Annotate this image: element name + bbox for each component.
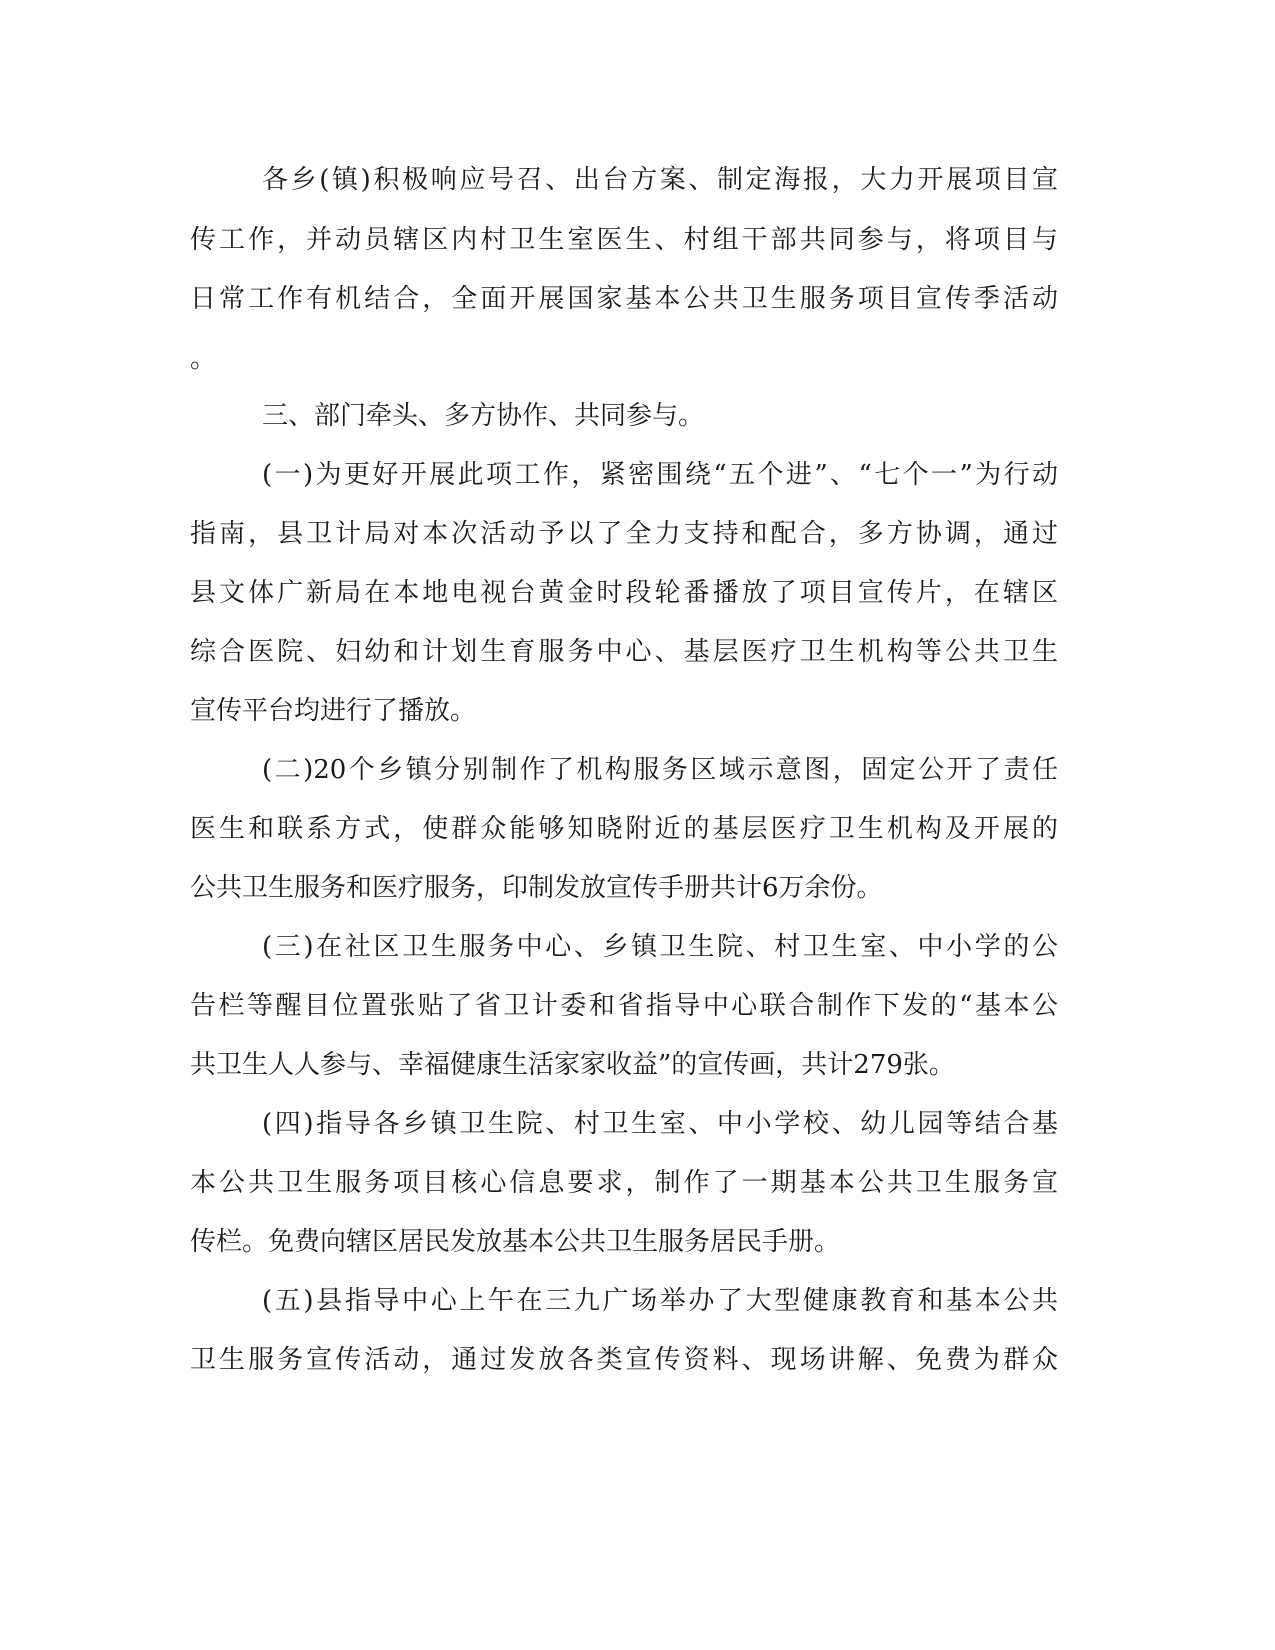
text-line: (四)指导各乡镇卫生院、村卫生室、中小学校、幼儿园等结合基 (262, 1109, 1058, 1139)
text-line: 各乡(镇)积极响应号召、出台方案、制定海报，大力开展项目宣 (262, 165, 1058, 195)
text-line: 卫生服务宣传活动，通过发放各类宣传资料、现场讲解、免费为群众 (190, 1345, 1058, 1375)
text-line: 医生和联系方式，使群众能够知晓附近的基层医疗卫生机构及开展的 (190, 814, 1058, 844)
text-line: 日常工作有机结合，全面开展国家基本公共卫生服务项目宣传季活动 (190, 284, 1058, 314)
text-line: (一)为更好开展此项工作，紧密围绕“五个进”、“七个一”为行动 (262, 460, 1058, 490)
text-line: 宣传平台均进行了播放。 (190, 696, 477, 726)
text-line: 县文体广新局在本地电视台黄金时段轮番播放了项目宣传片，在辖区 (190, 578, 1058, 608)
text-line: 共卫生人人参与、幸福健康生活家家收益”的宣传画，共计279张。 (190, 1050, 955, 1080)
text-line: 指南，县卫计局对本次活动予以了全力支持和配合，多方协调，通过 (190, 519, 1058, 549)
text-line: 告栏等醒目位置张贴了省卫计委和省指导中心联合制作下发的“基本公 (190, 991, 1058, 1021)
text-line: 。 (190, 344, 217, 374)
text-line: 综合医院、妇幼和计划生育服务中心、基层医疗卫生机构等公共卫生 (190, 637, 1058, 667)
text-line: 传工作，并动员辖区内村卫生室医生、村组干部共同参与，将项目与 (190, 225, 1058, 255)
text-line: (三)在社区卫生服务中心、乡镇卫生院、村卫生室、中小学的公 (262, 932, 1058, 962)
text-line: 传栏。免费向辖区居民发放基本公共卫生服务居民手册。 (190, 1227, 841, 1257)
text-line: (二)20个乡镇分别制作了机构服务区域示意图，固定公开了责任 (262, 755, 1058, 785)
text-line: 公共卫生服务和医疗服务，印制发放宣传手册共计6万余份。 (190, 873, 883, 903)
text-line: 本公共卫生服务项目核心信息要求，制作了一期基本公共卫生服务宣 (190, 1168, 1058, 1198)
text-line: (五)县指导中心上午在三九广场举办了大型健康教育和基本公共 (262, 1286, 1058, 1316)
section-heading: 三、部门牵头、多方协作、共同参与。 (262, 401, 705, 431)
